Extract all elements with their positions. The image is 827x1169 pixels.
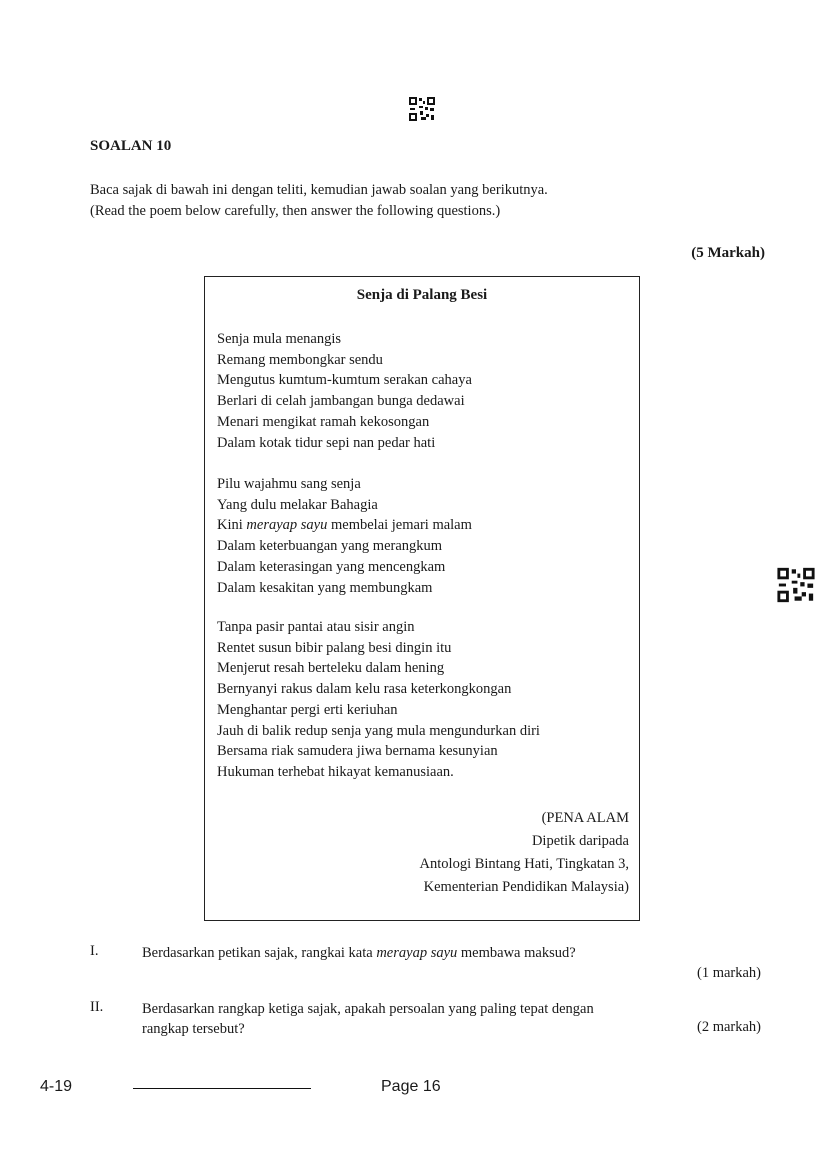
poem-line: Senja mula menangis xyxy=(217,331,342,347)
poem-line: Menjerut resah berteleku dalam hening xyxy=(217,660,445,677)
poem-line: Menghantar pergi erti keriuhan xyxy=(217,701,398,718)
poem-line: Rentet susun bibir palang besi dingin itu xyxy=(217,639,452,656)
poem-line: Yang dulu melakar Bahagia xyxy=(217,496,378,513)
qr-code-icon xyxy=(776,566,816,604)
qr-code-icon xyxy=(408,96,436,122)
instructions xyxy=(90,180,548,222)
question-number: II. xyxy=(90,999,104,1015)
poem-stanza-1 xyxy=(217,329,472,453)
poem-line: Pilu wajahmu sang senja xyxy=(217,476,361,492)
poem-title: Senja di Palang Besi xyxy=(356,287,488,303)
question-text-part: Berdasarkan petikan sajak, rangkai kata xyxy=(142,945,377,961)
poem-line-with-italic xyxy=(217,515,472,536)
poem-line: Menari mengikat ramah kekosongan xyxy=(217,413,430,430)
poem-line: Dalam keterbuangan yang merangkum xyxy=(217,538,443,555)
instruction-english: (Read the poem below carefully, then answer the following questions.) xyxy=(90,203,501,219)
instruction-malay: Baca sajak di bawah ini dengan teliti, kemudian jawab soalan yang berikutnya. xyxy=(90,182,548,198)
poem-text: membelai jemari malam xyxy=(327,517,472,534)
poem-line: Berlari di celah jambangan bunga dedawai xyxy=(217,393,465,410)
poem-line: Dalam kesakitan yang membungkam xyxy=(217,579,433,596)
footer-divider xyxy=(133,1088,311,1089)
poem-line: Remang membongkar sendu xyxy=(217,351,383,368)
question-marks: (1 markah) xyxy=(696,965,761,981)
question-text xyxy=(142,999,594,1039)
question-text xyxy=(142,943,576,963)
question-italic-phrase: merayap sayu xyxy=(376,945,458,961)
credit-line: Dipetik daripada xyxy=(531,833,629,849)
total-marks: (5 Markah) xyxy=(691,245,765,261)
credit-line: Kementerian Pendidikan Malaysia) xyxy=(423,879,629,895)
poem-text: Kini xyxy=(217,517,247,534)
page-number: Page 16 xyxy=(381,1078,441,1095)
poem-stanza-2 xyxy=(217,474,472,598)
poem-line: Bernyanyi rakus dalam kelu rasa keterkongkongan xyxy=(217,681,512,698)
poem-line: Mengutus kumtum-kumtum serakan cahaya xyxy=(217,372,472,389)
poem-italic-phrase: merayap sayu xyxy=(246,517,328,534)
question-text-line: Berdasarkan rangkap ketiga sajak, apakah persoalan yang paling tepat dengan xyxy=(142,1001,594,1017)
poem-credit xyxy=(420,807,629,899)
poem-line: Jauh di balik redup senja yang mula mengundurkan diri xyxy=(217,722,540,739)
poem-line: Dalam kotak tidur sepi nan pedar hati xyxy=(217,434,436,451)
credit-line: (PENA ALAM xyxy=(541,810,629,826)
poem-line: Dalam keterasingan yang mencengkam xyxy=(217,558,446,575)
poem-line: Bersama riak samudera jiwa bernama kesunyian xyxy=(217,743,498,760)
question-number: I. xyxy=(90,943,99,959)
question-text-part: membawa maksud? xyxy=(457,945,576,961)
poem-box xyxy=(204,276,640,921)
question-marks: (2 markah) xyxy=(696,1019,761,1035)
poem-stanza-3 xyxy=(217,617,540,783)
credit-line: Antologi Bintang Hati, Tingkatan 3, xyxy=(419,856,629,872)
question-text-line: rangkap tersebut? xyxy=(142,1021,245,1037)
question-heading: SOALAN 10 xyxy=(90,138,172,154)
poem-line: Tanpa pasir pantai atau sisir angin xyxy=(217,619,415,635)
poem-line: Hukuman terhebat hikayat kemanusiaan. xyxy=(217,763,454,780)
footer-code: 4-19 xyxy=(40,1078,73,1095)
